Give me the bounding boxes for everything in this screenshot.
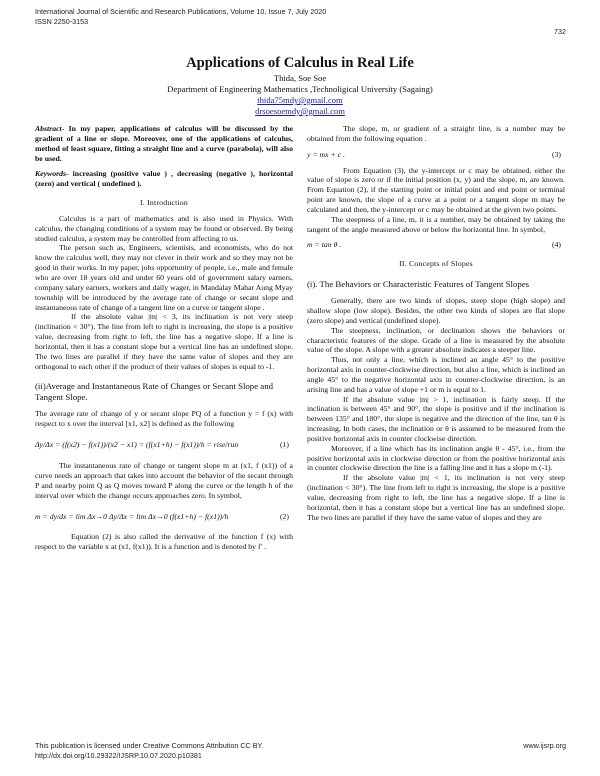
- paragraph: Moreover, if a line which has its inclination angle θ - 45°, i.e., from the positive horizontal axis in clockwise direction or from the positive horizontal axis in counter clockwise direction the line is a falling line and it has a slope m (-1).: [307, 443, 565, 473]
- abstract-text: - In my paper, applications of calculus will be discussed by the gradient of a line or slope. Moreover, one of the applications of calculus, method of least square, fitting a straight line and a curve (parabola), will also be used.: [35, 124, 293, 163]
- journal-name: International Journal of Scientific and Research Publications, Volume 10, Issue 7, July 2020: [35, 7, 327, 16]
- paragraph: Equation (2) is also called the derivative of the function f (x) with respect to the variable x at (x1, f(x1)). It is a function and is denoted by f′ .: [35, 532, 293, 552]
- equation-body: m = dy/dx = lim Δx→0 Δy/Δx = lim Δx→0 (f(x1+h) − f(x1))/h: [35, 511, 229, 521]
- paragraph: The average rate of change of y or secant slope PQ of a function y = f (x) with respect to x over the interval [x1, x2] is defined as the following: [35, 409, 293, 429]
- paragraph: The person such as, Engineers, scientists, and economists, who do not know the calculus well, they may not clever in their work and so they may not be good in their works. In my paper, jobs opportunity of people, i.e., male and female who are over 18 years old and under 60 years old of government salary earners, company salary earners, workers and daily wager, in Mandalay Mahar Aung Myay township will be introduced by the average rate of change or secant slope and instantaneous rate of change of a tangent line on a curve or tangent slope .: [35, 243, 293, 312]
- subsection-heading: (i). The Behaviors or Characteristic Features of Tangent Slopes: [307, 279, 530, 290]
- equation-1: [35, 435, 293, 455]
- author-names: Thida, Soe Soe: [273, 73, 327, 83]
- equation-body: m = tan θ .: [307, 240, 342, 250]
- equation-2: [35, 506, 293, 526]
- affiliation: Department of Engineering Mathematics ,Technoligical University (Sagaing): [167, 84, 433, 94]
- equation-number: (2): [279, 511, 289, 521]
- abstract-label: Abstract: [35, 124, 62, 133]
- equation-number: (3): [551, 149, 561, 159]
- paragraph: The steepness, inclination, or declination shows the behaviors or characteristic features of the slope. Grade of a line is measured by the absolute value of the slope. A slope with a greater absolute indicates a steeper line.: [307, 325, 565, 355]
- right-column: [307, 124, 565, 523]
- paragraph: From Equation (3), the y-intercept or c may be obtained, either the value of slope is zero or if the initial position (x, y) and the slope, m, are known. From Equation (2), if the starting point or initial point and end point or terminal point are known, the slope of a curve at a point or a tangent slope m may be calculated and then, the y-intercept or c may be obtained at the given two points.: [307, 165, 565, 214]
- running-header: [35, 7, 326, 27]
- keywords-label: Keywords: [35, 169, 66, 179]
- paragraph: Generally, there are two kinds of slopes, steep slope (high slope) and shallow slope (low slope). Besides, the other two kinds of slopes are flat slope (zero slope) and vertical (undefined slope).: [307, 296, 565, 325]
- section-heading: I. Introduction: [139, 198, 189, 208]
- equation-number: (1): [279, 440, 289, 450]
- equation-3: [307, 150, 565, 160]
- equation-body: Δy/Δx = (f(x2) − f(x1))/(x2 − x1) = (f(x1+h) − f(x1))/h = rise/run: [35, 440, 239, 450]
- equation-body: y = mx + c .: [307, 149, 346, 159]
- email-link[interactable]: drsoesoemdy@gmail.com: [255, 106, 345, 116]
- abstract: [35, 124, 293, 163]
- author-block: [0, 73, 600, 117]
- section-heading: II. Concepts of Slopes: [399, 259, 473, 269]
- left-column: [35, 124, 293, 552]
- paragraph: If the absolute value |m| < 3, its inclination is not very steep (inclination < 30°). The line from left to right is increasing, the slope is a positive value, decreasing from right to left, the line has a negative slope. If a line is horizontal, then it has a constant slope but a vertical line has an undefined slope. The two lines are parallel if they have the same value of slopes and they are orthogonal to each other if the product of their values of slopes is equal to -1.: [35, 312, 293, 371]
- subsection-heading: (ii)Average and Instantaneous Rate of Changes or Secant Slope and Tangent Slope.: [35, 381, 274, 403]
- license-note: This publication is licensed under Creative Commons Attribution CC BY.: [35, 741, 264, 750]
- equation-number: (4): [551, 240, 561, 250]
- paragraph: The slope, m, or gradient of a straight line, is a number may be obtained from the following equation .: [307, 124, 565, 143]
- paragraph: If the absolute value |m| < 1, its inclination is not very steep (inclination < 30°). The line from left to right is increasing, the slope is a positive value, decreasing from right to left, the line has a negative slope. If a line is horizontal, then it has a constant slope but a vertical line has an undefined slope. The two lines are parallel if they have the same value of slopes and they are: [307, 473, 565, 522]
- keywords-text: - increasing (positive value ) , decreasing (negative ), horizontal (zero) and vertical ( undefined ).: [35, 169, 293, 189]
- site-link[interactable]: www.ijsrp.org: [523, 741, 566, 750]
- issn: ISSN 2250-3153: [35, 17, 89, 26]
- equation-4: [307, 240, 565, 250]
- paragraph: The instantaneous rate of change or tangent slope m at (x1, f (x1)) of a curve needs an approach that takes into account the behavior of the secant through P and nearby point Q as Q moves toward P along the curve or the length h of the interval over which the change occurs approaches zero. In symbol,: [35, 461, 293, 500]
- paragraph: Calculus is a part of mathematics and is also used in Physics. With calculus, the changing conditions of a system may be found or observed. By being studied calculus, a system may be controlled from affecting to us.: [35, 213, 293, 243]
- paragraph: If the absolute value |m| > 1, inclination is fairly steep. If the inclination is between 45° and 90°, the slope is positive and if the inclination is between 135° and 180°, the slope is negative and the direction of the line, tan θ is increasing, In both cases, the inclination or θ is assumed to be measured from the positive horizontal axis in counter clockwise direction.: [307, 394, 565, 443]
- page-footer: [35, 741, 263, 761]
- doi-link[interactable]: http://dx.doi.org/10.29322/IJSRP.10.07.2020.p10381: [35, 751, 202, 760]
- email-link[interactable]: thida75mdy@gmail.com: [257, 95, 343, 105]
- paper-title: Applications of Calculus in Real Life: [186, 55, 414, 71]
- keywords: [35, 169, 293, 189]
- paragraph: Thus, not only a line, which is inclined an angle 45° to the positive horizontal axis in counter-clockwise direction, but also a line, which is inclined an angle 45° to the negative horizontal axis in counter-clockwise direction, is an arising line and has a value of slope +1 or m is equal to 1.: [307, 355, 565, 394]
- paragraph: The steepness of a line, m, it is a number, may be obtained by taking the tangent of the angle measured above or below the horizontal line. In symbol,: [307, 214, 565, 234]
- page-number: 732: [554, 27, 566, 36]
